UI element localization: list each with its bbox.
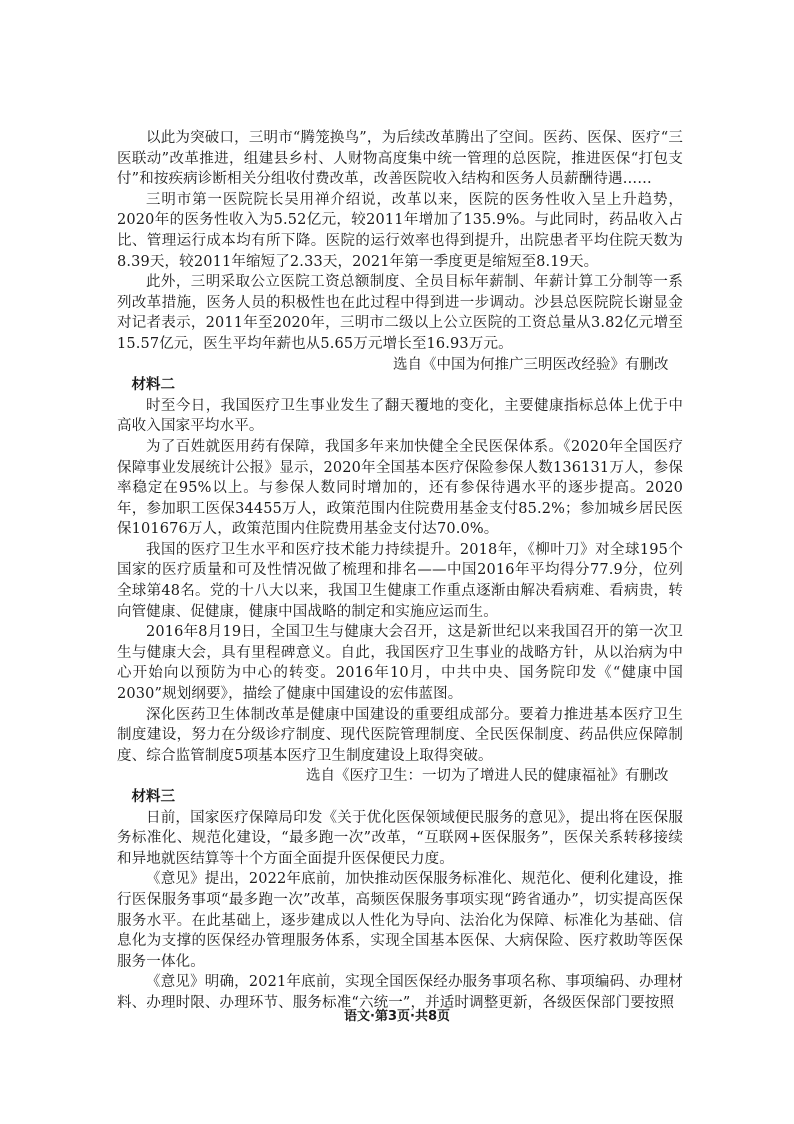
source-citation: 选自《中国为何推广三明医改经验》有删改 [393, 356, 669, 373]
page-footer: 语文·第3页·共8页 [344, 1009, 450, 1024]
paragraph: 我国的医疗卫生水平和医疗技术能力持续提升。2018年，《柳叶刀》对全球195个国家的医疗质量和可及性情况做了梳理和排名——中国2016年平均得分77.9分，位列全球第48名。党的十八大以来，我国卫生健康工作重点逐渐由解决看病难、看病贵，转向管健康、促健康，健康中国战略的制定和实施应运而生。 [117, 541, 683, 620]
source-citation: 选自《医疗卫生：一切为了增进人民的健康福祉》有删改 [306, 768, 669, 785]
paragraph: 此外，三明采取公立医院工资总额制度、全员目标年薪制、年薪计算工分制等一系列改革措施，医务人员的积极性也在此过程中得到进一步调动。沙县总医院院长谢显金对记者表示，2011年至2020年，三明市二级以上公立医院的工资总量从3.82亿元增至15.57亿元，医生平均年薪也从5.65万元增长至16.93万元。 [117, 274, 683, 352]
paragraph: 日前，国家医疗保障局印发《关于优化医保领域便民服务的意见》，提出将在医保服务标准化、规范化建设，“最多跑一次”改革，“互联网+医保服务”，医保关系转移接续和异地就医结算等十个方面全面提升医保便民力度。 [117, 809, 683, 867]
paragraph: 以此为突破口，三明市“腾笼换鸟”，为后续改革腾出了空间。医药、医保、医疗“三医联动”改革推进，组建县乡村、人财物高度集中统一管理的总医院，推进医保“打包支付”和按疾病诊断相关分组收付费改革，改善医院收入结构和医务人员薪酬待遇…… [117, 130, 683, 188]
paragraph: 为了百姓就医用药有保障，我国多年来加快健全全民医保体系。《2020年全国医疗保障事业发展统计公报》显示，2020年全国基本医疗保险参保人数136131万人，参保率稳定在95%以上。与参保人数同时增加的，还有参保待遇水平的逐步提高。2020年，参加职工医保34455万人，政策范围内住院费用基金支付85.2%；参加城乡居民医保101676万人，政策范围内住院费用基金支付达70.0%。 [117, 438, 683, 538]
paragraph: 三明市第一医院院长吴用禅介绍说，改革以来，医院的医务性收入呈上升趋势，2020年的医务性收入为5.52亿元，较2011年增加了135.9%。与此同时，药品收入占比、管理运行成本均有所下降。医院的运行效率也得到提升，出院患者平均住院天数为8.39天，较2011年缩短了2.33天，2021年第一季度更是缩短至8.19天。 [117, 191, 683, 270]
paragraph: 《意见》提出，2022年底前，加快推动医保服务标准化、规范化、便利化建设，推行医保服务事项“最多跑一次”改革，高频医保服务事项实现“跨省通办”，切实提高医保服务水平。在此基础上，逐步建成以人性化为导向、法治化为保障、标准化为基础、信息化为支撑的医保经办管理服务体系，实现全国基本医保、大病保险、医疗救助等医保服务一体化。 [117, 871, 683, 970]
paragraph: 时至今日，我国医疗卫生事业发生了翻天覆地的变化，主要健康指标总体上优于中高收入国家平均水平。 [117, 397, 683, 435]
paragraph: 2016年8月19日，全国卫生与健康大会召开，这是新世纪以来我国召开的第一次卫生与健康大会，具有里程碑意义。自此，我国医疗卫生事业的战略方针，从以治病为中心开始向以预防为中心的转变。2016年10月，中共中央、国务院印发《“健康中国2030”规划纲要》，描绘了健康中国建设的宏伟蓝图。 [117, 624, 683, 703]
paragraph: 深化医药卫生体制改革是健康中国建设的重要组成部分。要着力推进基本医疗卫生制度建设，努力在分级诊疗制度、现代医院管理制度、全民医保制度、药品供应保障制度、综合监管制度5项基本医疗卫生制度建设上取得突破。 [117, 706, 683, 764]
section-heading: 材料二 [131, 377, 175, 394]
paragraph: 《意见》明确，2021年底前，实现全国医保经办服务事项名称、事项编码、办理材料、办理时限、办理环节、服务标准“六统一”，并适时调整更新，各级医保部门要按照 [117, 974, 683, 1011]
document-body [117, 128, 683, 1014]
section-heading: 材料三 [131, 789, 175, 805]
